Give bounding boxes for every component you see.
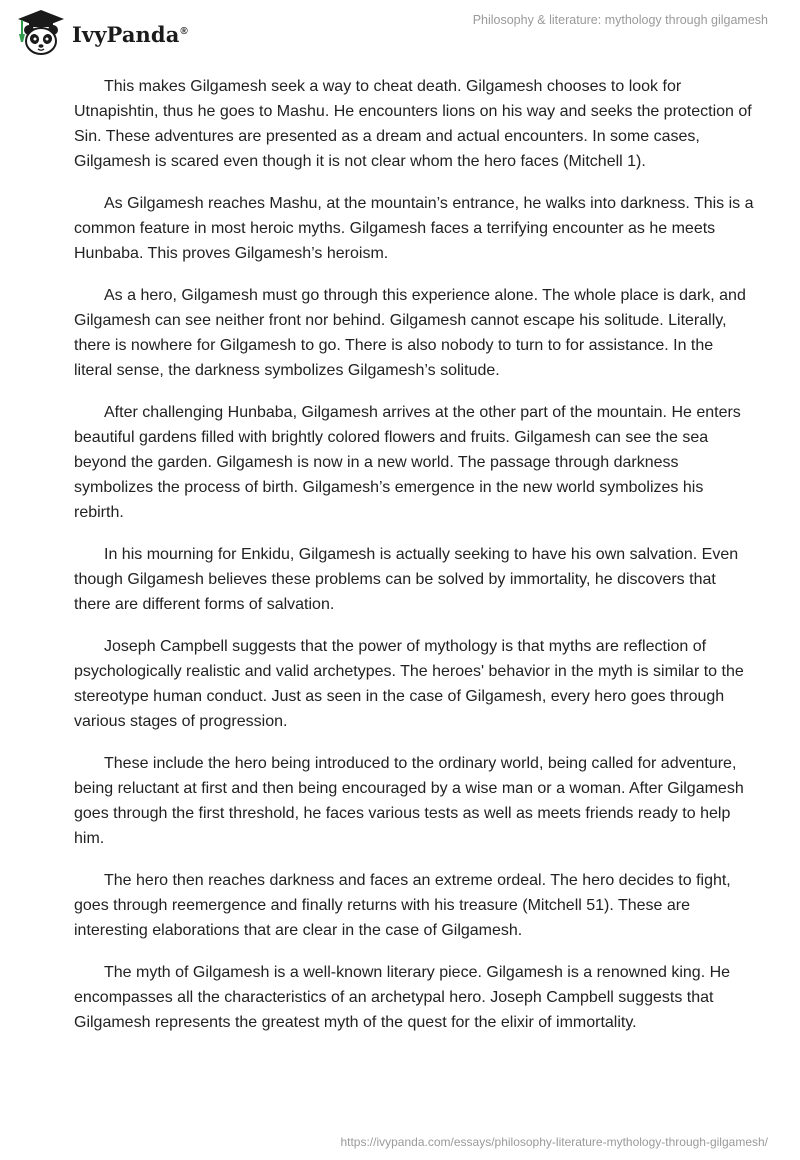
paragraph: Joseph Campbell suggests that the power of mythology is that myths are reflection of psychologically realistic and valid archetypes. The heroes' behavior in the myth is similar to the stereotype human conduct. Just as seen in the case of Gilgamesh, every hero goes through various stages of progression. — [74, 638, 744, 730]
paragraph: In his mourning for Enkidu, Gilgamesh is actually seeking to have his own salvation. Even though Gilgamesh believes these problems can be solved by immortality, he discovers that there are different forms of salvation. — [74, 546, 739, 613]
brand-name-text: IvyPanda — [72, 21, 180, 47]
essay-body — [74, 74, 754, 1052]
brand-name — [72, 22, 188, 47]
paragraph: After challenging Hunbaba, Gilgamesh arrives at the other part of the mountain. He enters beautiful gardens filled with brightly colored flowers and fruits. Gilgamesh can see the sea beyond the garden. Gilgamesh is now in a new world. The passage through darkness symbolizes the process of birth. Gilgamesh’s emergence in the new world symbolizes his rebirth. — [74, 404, 741, 521]
paragraph: This makes Gilgamesh seek a way to cheat death. Gilgamesh chooses to look for Utnapishtin, thus he goes to Mashu. He encounters lions on his way and seeks the protection of Sin. These adventures are presented as a dream and actual encounters. In some cases, Gilgamesh is scared even though it is not clear whom the hero faces (Mitchell 1). — [74, 78, 752, 170]
paragraph: These include the hero being introduced to the ordinary world, being called for adventure, being reluctant at first and then being encouraged by a wise man or a woman. After Gilgamesh goes through the first threshold, he faces various tests as well as meets friends ready to help him. — [74, 755, 744, 847]
source-url-link[interactable]: https://ivypanda.com/essays/philosophy-literature-mythology-through-gilgamesh/ — [340, 1135, 768, 1149]
page-header — [0, 0, 800, 64]
paragraph: As a hero, Gilgamesh must go through this experience alone. The whole place is dark, and Gilgamesh can see neither front nor behind. Gilgamesh cannot escape his solitude. Literally, there is nowhere for Gilgamesh to go. There is also nobody to turn to for assistance. In the literal sense, the darkness symbolizes Gilgamesh’s solitude. — [74, 287, 746, 379]
panda-graduate-icon — [14, 8, 68, 58]
paragraph: The hero then reaches darkness and faces an extreme ordeal. The hero decides to fight, goes through reemergence and finally returns with his treasure (Mitchell 51). These are interesting elaborations that are clear in the case of Gilgamesh. — [74, 872, 731, 939]
registered-mark: ® — [180, 25, 188, 37]
ivypanda-logo[interactable] — [14, 8, 188, 58]
paragraph: The myth of Gilgamesh is a well-known literary piece. Gilgamesh is a renowned king. He encompasses all the characteristics of an archetypal hero. Joseph Campbell suggests that Gilgamesh represents the greatest myth of the quest for the elixir of immortality. — [74, 964, 731, 1031]
paragraph: As Gilgamesh reaches Mashu, at the mountain’s entrance, he walks into darkness. This is a common feature in most heroic myths. Gilgamesh faces a terrifying encounter as he meets Hunbaba. This proves Gilgamesh’s heroism. — [74, 195, 754, 262]
document-title: Philosophy & literature: mythology through gilgamesh — [472, 13, 768, 27]
